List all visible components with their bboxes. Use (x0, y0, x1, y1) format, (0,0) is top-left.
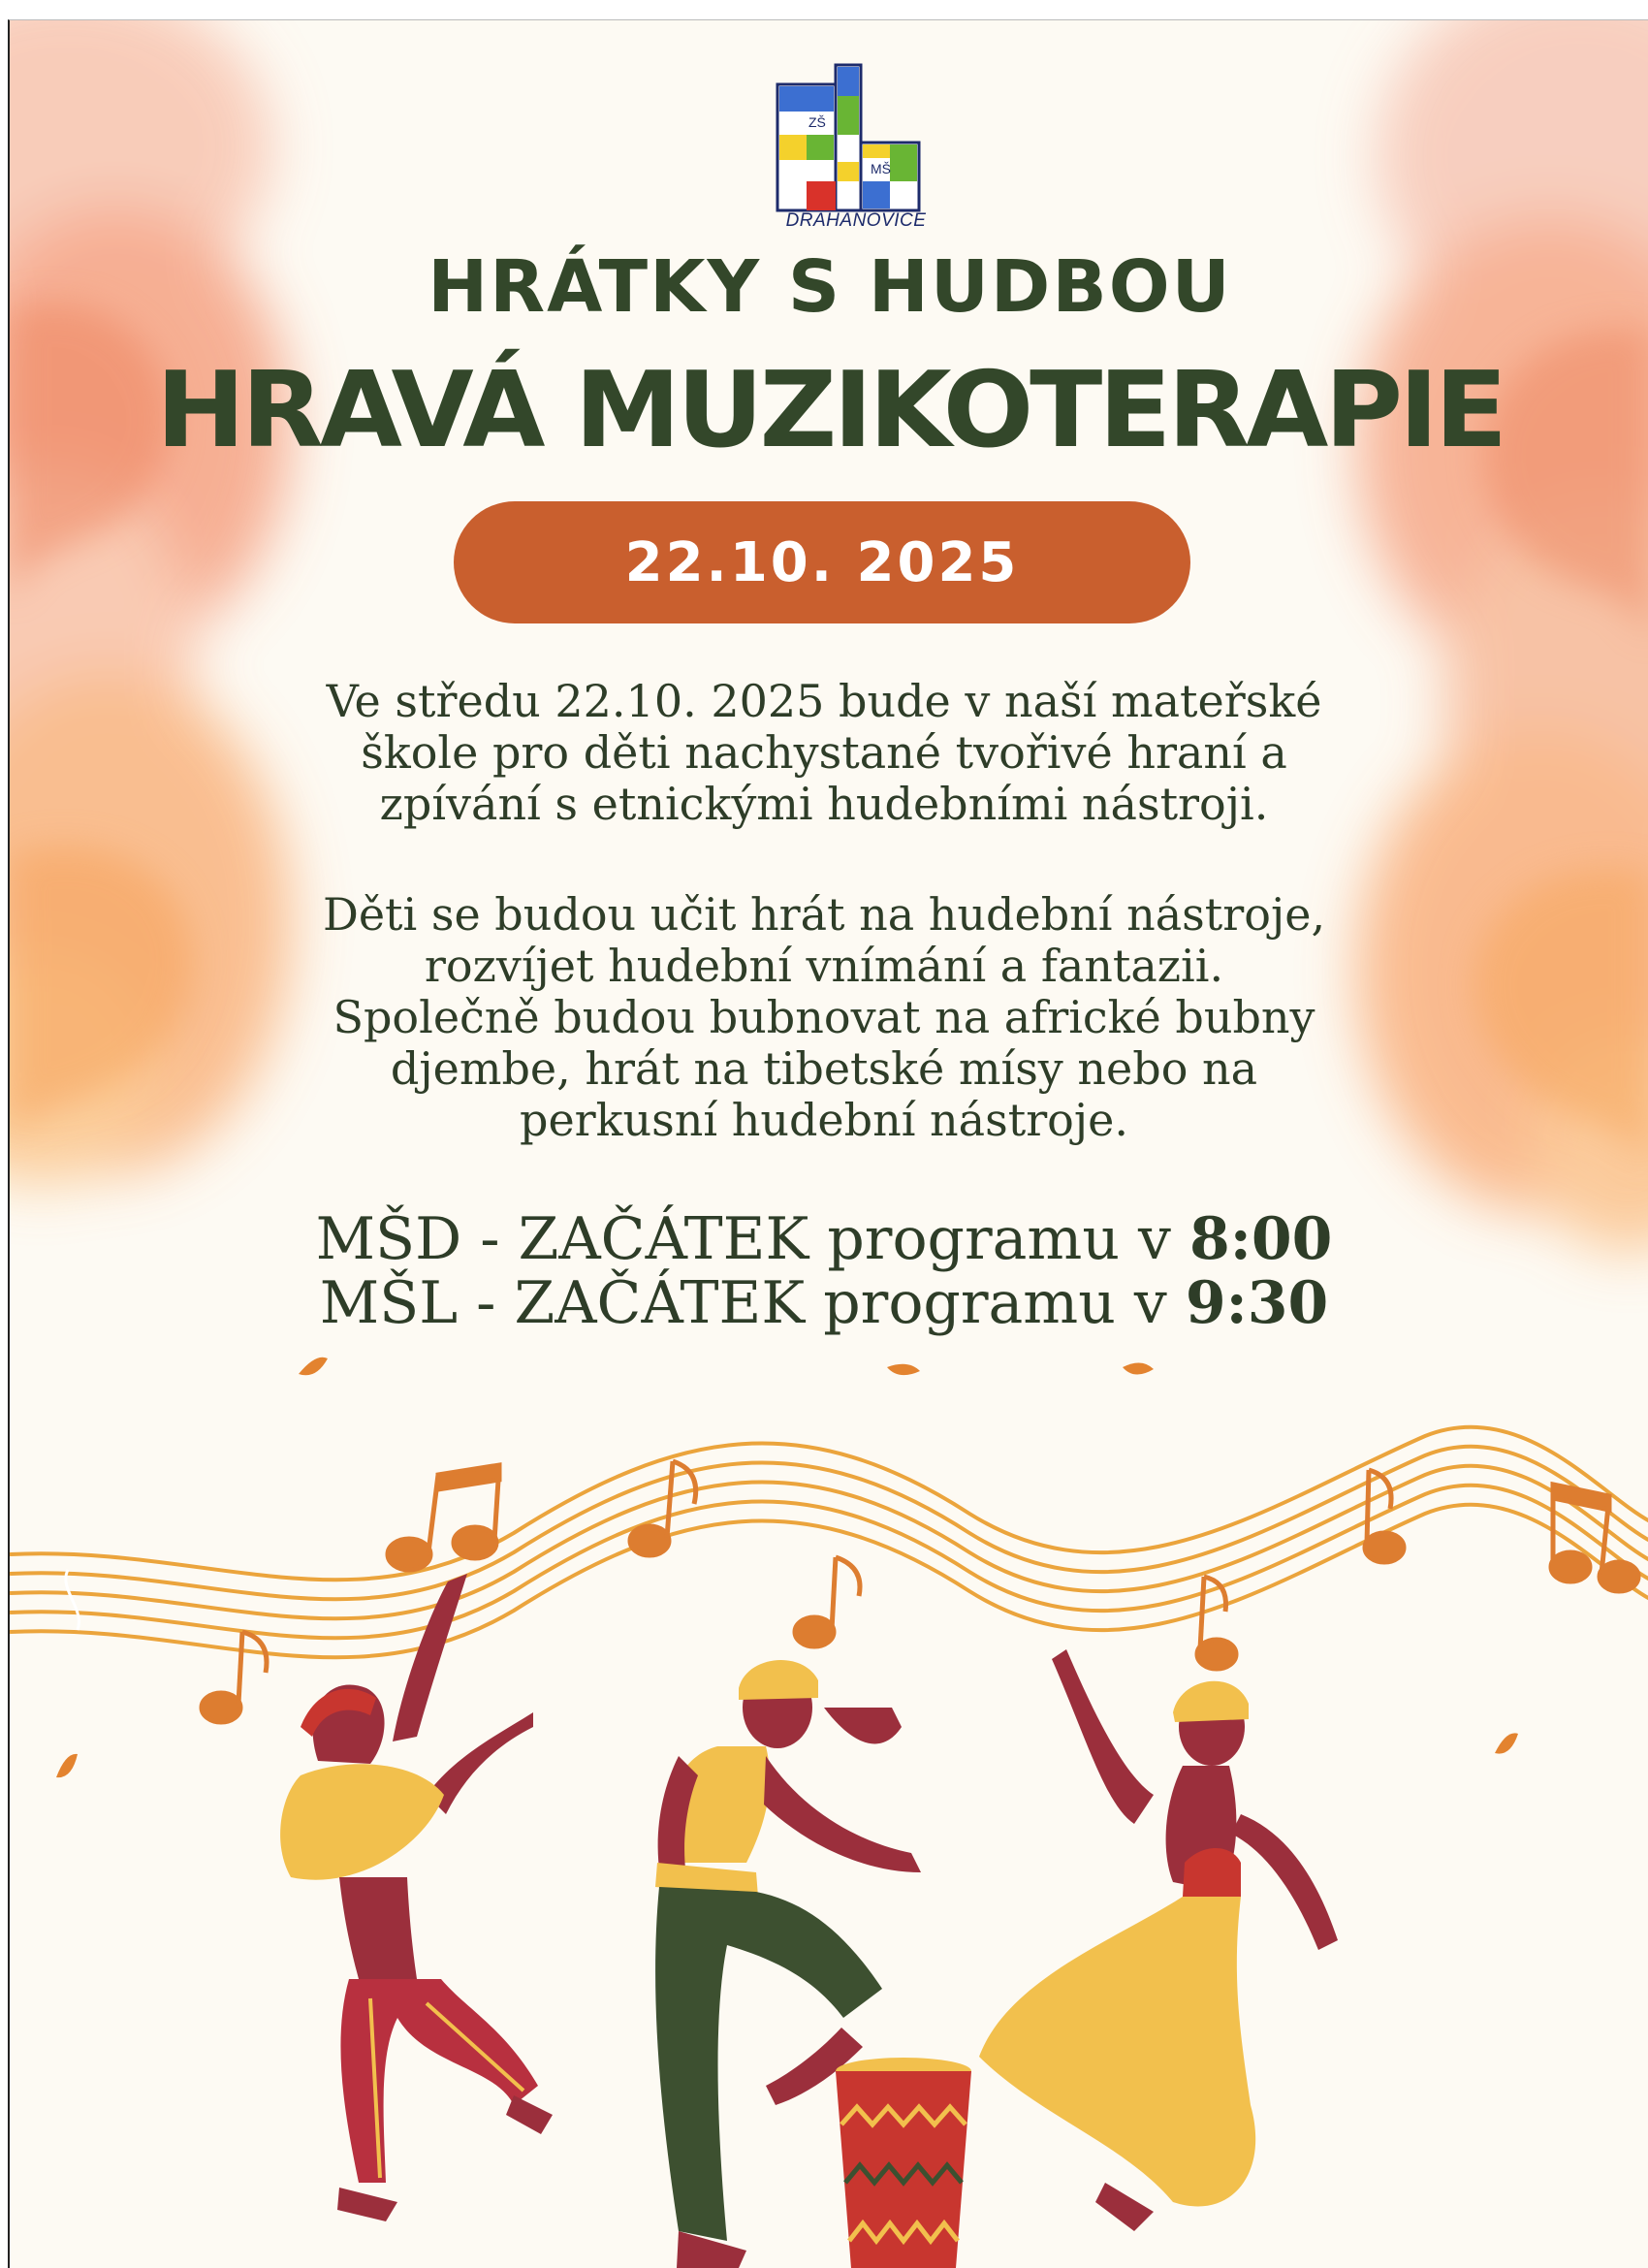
intro-paragraph (242, 676, 1406, 830)
dancer-left (280, 1574, 553, 2221)
schedule-line-msl (242, 1269, 1406, 1337)
schedule-label: ZAČÁTEK programu v (518, 1205, 1189, 1273)
poster (8, 19, 1648, 2268)
program-line: rozvíjet hudební vnímání a fantazii. (424, 940, 1224, 992)
program-paragraph (242, 889, 1406, 1146)
schedule-label: ZAČÁTEK programu v (514, 1269, 1186, 1337)
schedule-time: 9:30 (1185, 1269, 1329, 1337)
poster-title: HRÁTKY S HUDBOU (428, 245, 1232, 329)
logo-ms-label: MŠ (871, 161, 891, 176)
schedule-time: 8:00 (1189, 1205, 1333, 1273)
intro-line: Ve středu 22.10. 2025 bude v naší mateřské (326, 675, 1322, 727)
logo-caption: DRAHANOVICE (785, 210, 927, 231)
djembe-drum (836, 2058, 971, 2268)
intro-line: zpívání s etnickými hudebními nástroji. (379, 778, 1269, 830)
schedule-school: MŠD (315, 1205, 462, 1273)
program-line: Děti se budou učit hrát na hudební nástroje, (322, 888, 1326, 941)
schedule-school: MŠL (319, 1269, 459, 1337)
schedule-line-msd (242, 1205, 1406, 1273)
event-date: 22.10. 2025 (624, 530, 1020, 594)
program-line: djembe, hrát na tibetské mísy nebo na (390, 1042, 1258, 1095)
program-line: Společně budou bubnovat na africké bubny (333, 991, 1315, 1043)
schedule-separator: - (461, 1205, 519, 1273)
dancer-right (979, 1649, 1338, 2231)
logo-zs-label: ZŠ (808, 114, 826, 130)
program-line: perkusní hudební nástroje. (520, 1094, 1128, 1146)
poster-subtitle: HRAVÁ MUZIKOTERAPIE (155, 350, 1505, 471)
intro-line: škole pro děti nachystané tvořivé hraní a (361, 726, 1287, 779)
date-badge (454, 501, 1190, 623)
schedule-separator: - (458, 1269, 515, 1337)
